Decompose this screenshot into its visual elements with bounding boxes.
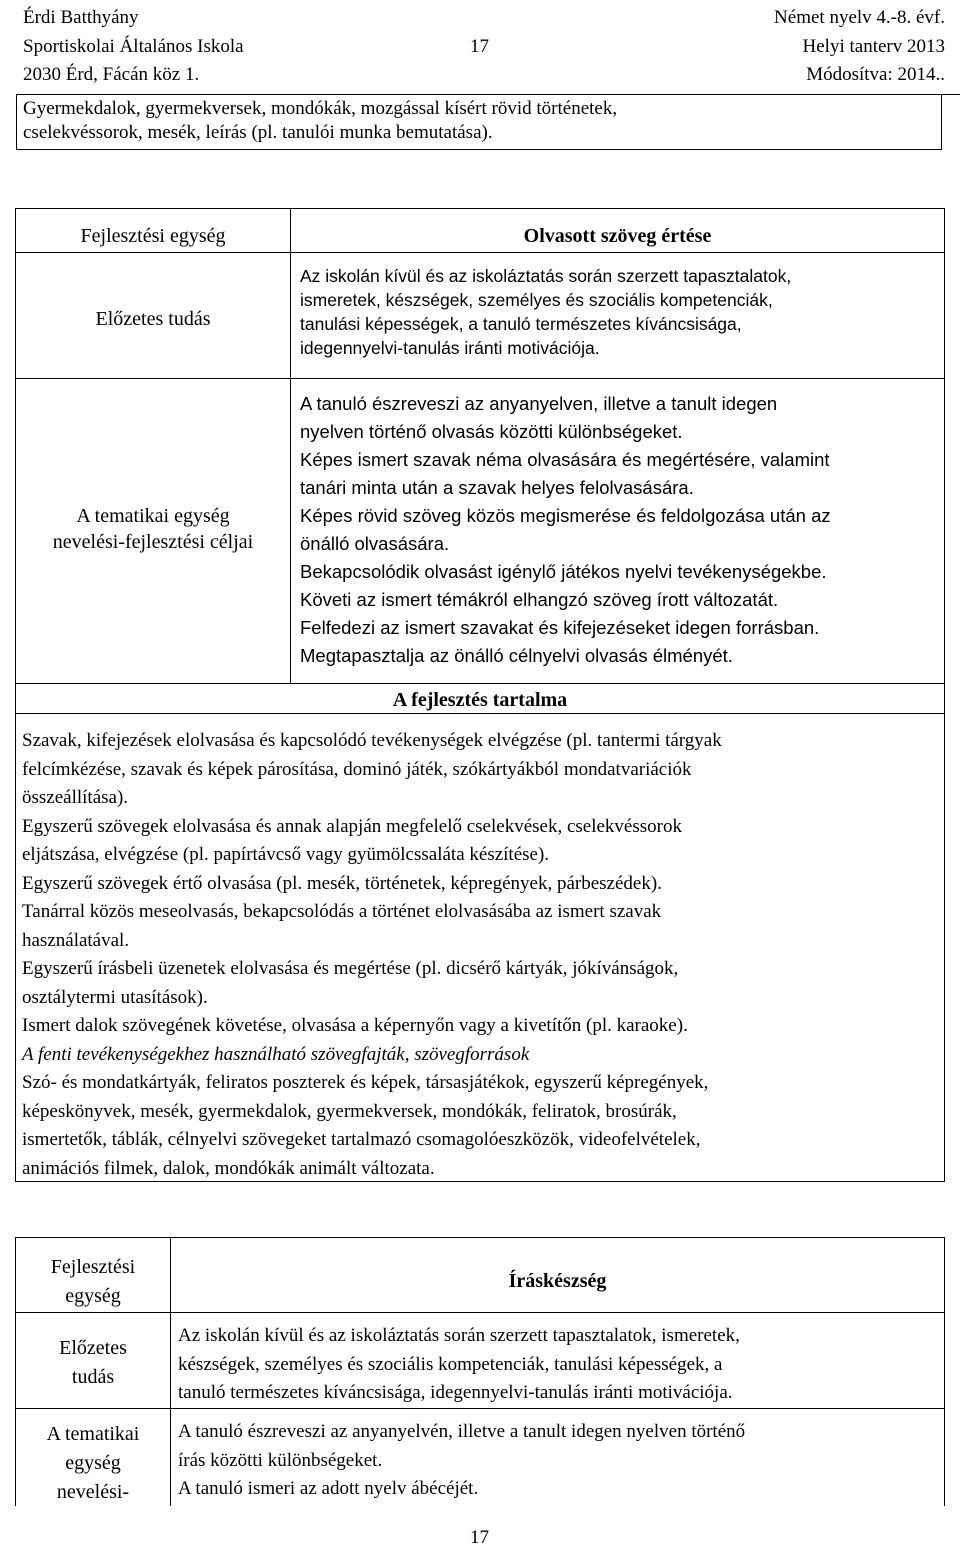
unit-title: Íráskészség — [508, 1270, 607, 1292]
unit-table-reading — [15, 208, 945, 1182]
header-school-line-1: Érdi Batthyány — [23, 7, 139, 28]
label-development-unit: Fejlesztési egység — [50, 1256, 136, 1307]
continued-content-box — [16, 94, 942, 150]
column-divider — [290, 209, 291, 683]
content-text: Szavak, kifejezések elolvasása és kapcsolódó tevékenységek elvégzése (pl. tantermi tárgyak felcímkézése, szavak és képek párosítása, dominó játék, szókártyákból mondatvariációk összeállítása). Egyszerű szövegek elolvasása és annak alapján megfelelő cselekvések, cselekvéssorok eljátszása, elvégzése (pl. papírtávcső vagy gyümölcssaláta készítése). Egyszerű szövegek értő olvasása (pl. mesék, történetek, képregények, párbeszédek). Tanárral közös meseolvasás, bekapcsolódás a történet elolvasásába az ismert szavak használatával. Egyszerű írásbeli üzenetek elolvasása és megértése (pl. dicsérő kártyák, jókívánságok, osztálytermi utasítások). Ismert dalok szövegének követése, olvasása a képernyőn vagy a kivetítőn (pl. karaoke). A fenti tevékenységekhez használható szövegfajták, szövegforrások Szó- és mondatkártyák, feliratos poszterek és képek, társasjátékok, egyszerű képregények, képeskönyvek, mesék, gyermekdalok, gyermekversek, mondókák, feliratok, brosúrák, ismertetők, táblák, célnyelvi szövegeket tartalmazó csomagolóeszközök, videofelvételek, animációs filmek, dalok, mondókák animált változata. — [22, 727, 940, 1183]
label-development-unit: Fejlesztési egység — [80, 225, 226, 247]
sources-heading: A fenti tevékenységekhez használható szövegfajták, szövegforrások — [22, 1043, 530, 1065]
header-curriculum: Helyi tanterv 2013 — [802, 36, 945, 57]
label-goals-line: nevelési-fejlesztési céljai — [52, 531, 254, 553]
unit-title: Olvasott szöveg értése — [523, 225, 712, 247]
label-goals-line: A tematikai egység — [76, 505, 230, 527]
content-title: A fejlesztés tartalma — [392, 689, 568, 711]
header-page-number: 17 — [470, 36, 489, 57]
row-divider — [16, 713, 944, 714]
row-divider — [16, 252, 944, 253]
footer-page-number: 17 — [470, 1527, 489, 1548]
unit-table-writing — [15, 1237, 945, 1506]
row-divider — [16, 1408, 944, 1409]
row-divider — [16, 1312, 944, 1313]
label-goals: A tematikai egység nevelési- — [46, 1423, 140, 1503]
continued-line: cselekvéssorok, mesék, leírás (pl. tanulói munka bemutatása). — [23, 122, 493, 143]
goals-text: A tanuló észreveszi az anyanyelvén, illetve a tanult idegen nyelven történő írás közötti különbségeket. A tanuló ismeri az adott nyelv ábécéjét. — [178, 1421, 746, 1499]
goals-text: A tanuló észreveszi az anyanyelven, illetve a tanult idegen nyelven történő olvasás közötti különbségeket. Képes ismert szavak néma olvasására és megértésére, valamint tanári minta után a szavak helyes felolvasására. Képes rövid szöveg közös megismerése és feldolgozása után az önálló olvasására. Bekapcsolódik olvasást igénylő játékos nyelvi tevékenységekbe. Követi az ismert témákról elhangzó szöveg írott változatát. Felfedezi az ismert szavakat és kifejezéseket idegen forrásban. Megtapasztalja az önálló célnyelvi olvasás élményét. — [300, 393, 831, 666]
prior-knowledge-text: Az iskolán kívül és az iskoláztatás során szerzett tapasztalatok, ismeretek, készségek, személyes és szociális kompetenciák, tanulási képességek, a tanuló természetes kíváncsisága, idegennyelvi-tanulás iránti motivációja. — [178, 1325, 740, 1403]
row-divider — [16, 378, 944, 379]
label-goals — [16, 503, 290, 555]
header-school-line-2: Sportiskolai Általános Iskola — [23, 36, 244, 57]
label-prior-knowledge: Előzetes tudás — [59, 1337, 127, 1388]
header-subject: Német nyelv 4.-8. évf. — [774, 7, 945, 28]
header-school-address: 2030 Érd, Fácán köz 1. — [23, 64, 200, 85]
continued-line: Gyermekdalok, gyermekversek, mondókák, mozgással kísért rövid történetek, — [23, 98, 618, 119]
header-modified: Módosítva: 2014.. — [806, 64, 945, 85]
prior-knowledge-text: Az iskolán kívül és az iskoláztatás során szerzett tapasztalatok, ismeretek, készségek, személyes és szociális kompetenciák, tanulási képességek, a tanuló természetes kíváncsisága, idegennyelvi-tanulás iránti motivációja. — [300, 266, 792, 358]
row-divider — [16, 683, 944, 684]
label-prior-knowledge: Előzetes tudás — [95, 308, 211, 330]
